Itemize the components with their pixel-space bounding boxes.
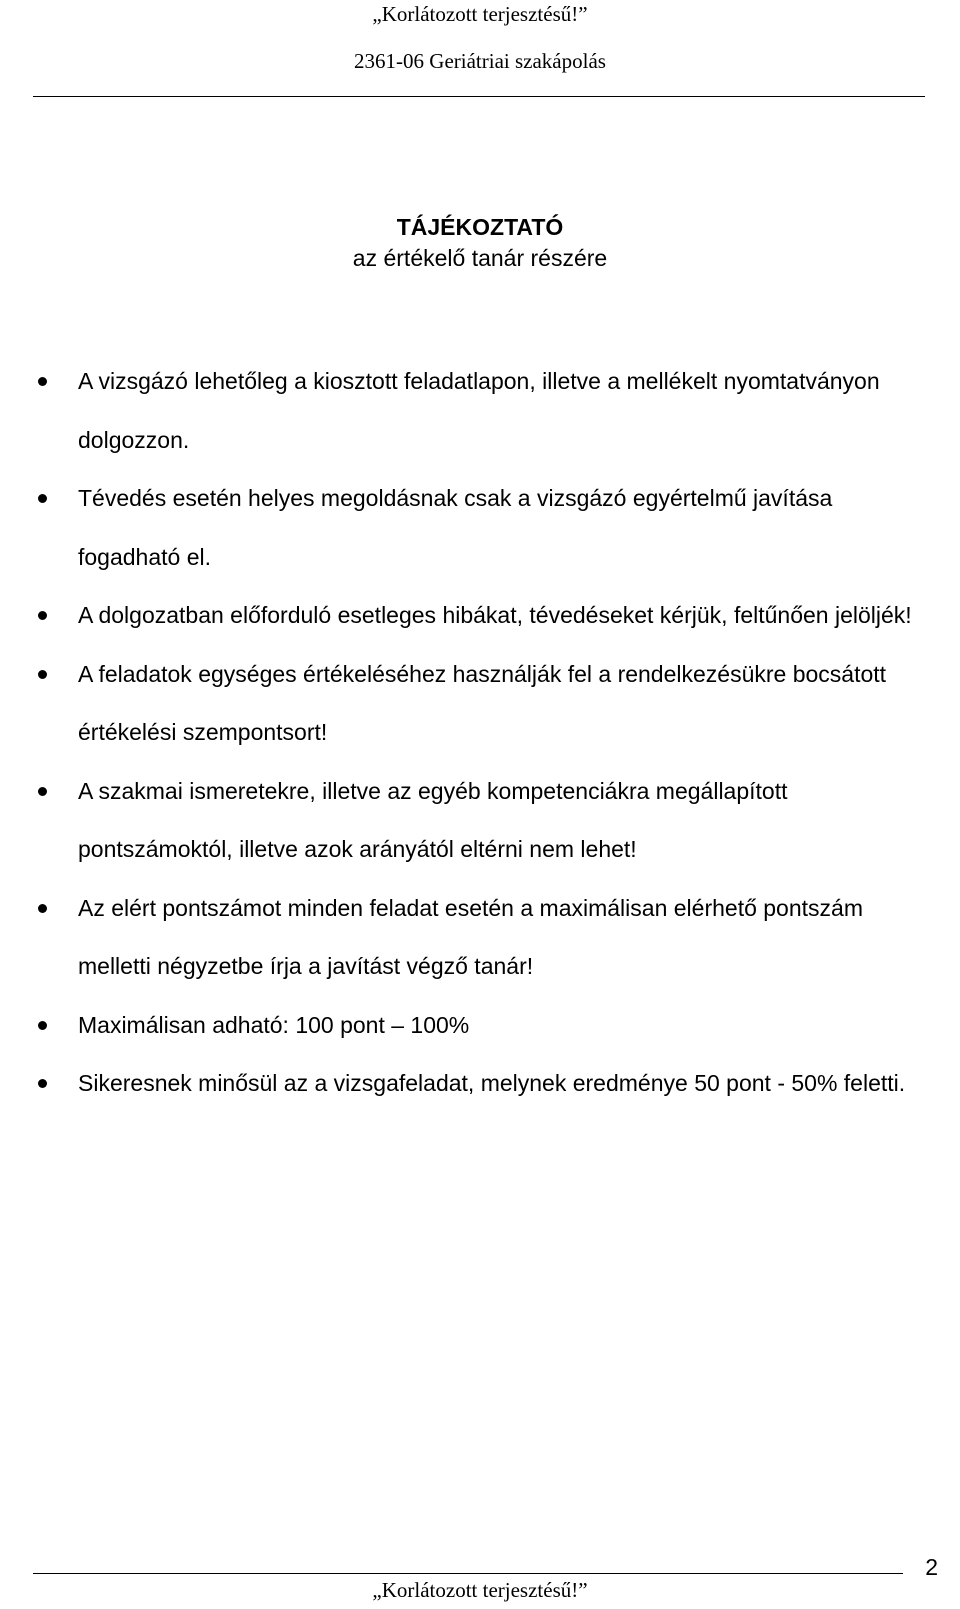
bullet-icon	[38, 787, 47, 796]
list-item-text: A feladatok egységes értékeléséhez használják fel a rendelkezésükre bocsátott értékelési szempontsort!	[78, 660, 887, 745]
list-item	[30, 645, 930, 762]
list-item	[30, 1054, 930, 1113]
document-title: TÁJÉKOZTATÓ	[396, 214, 564, 240]
instruction-list	[30, 352, 930, 1113]
bullet-icon	[38, 1079, 47, 1088]
header-divider	[33, 96, 925, 97]
header-module-title: 2361-06 Geriátriai szakápolás	[354, 49, 606, 73]
list-item	[30, 586, 930, 645]
footer-restriction-notice: „Korlátozott terjesztésű!”	[372, 1578, 588, 1602]
list-item	[30, 996, 930, 1055]
bullet-icon	[38, 611, 47, 620]
bullet-icon	[38, 377, 47, 386]
bullet-icon	[38, 1021, 47, 1030]
header-restriction-notice: „Korlátozott terjesztésű!”	[372, 2, 588, 26]
list-item	[30, 469, 930, 586]
list-item-text: A dolgozatban előforduló esetleges hibákat, tévedéseket kérjük, feltűnően jelöljék!	[78, 602, 912, 628]
list-item-text: Tévedés esetén helyes megoldásnak csak a vizsgázó egyértelmű javítása fogadható el.	[78, 485, 833, 570]
list-item-text: A szakmai ismeretekre, illetve az egyéb kompetenciákra megállapított pontszámoktól, illetve azok arányától eltérni nem lehet!	[78, 777, 788, 862]
bullet-icon	[38, 494, 47, 503]
bullet-icon	[38, 670, 47, 679]
list-item	[30, 879, 930, 996]
list-item-text: A vizsgázó lehetőleg a kiosztott feladatlapon, illetve a mellékelt nyomtatványon dolgozzon.	[78, 368, 880, 453]
page-number: 2	[925, 1554, 938, 1580]
document-subtitle: az értékelő tanár részére	[352, 245, 608, 271]
bullet-icon	[38, 904, 47, 913]
list-item	[30, 762, 930, 879]
list-item-text: Sikeresnek minősül az a vizsgafeladat, melynek eredménye 50 pont - 50% feletti.	[78, 1070, 906, 1096]
footer-divider	[33, 1573, 903, 1574]
list-item	[30, 352, 930, 469]
list-item-text: Az elért pontszámot minden feladat esetén a maximálisan elérhető pontszám melletti négyzetbe írja a javítást végző tanár!	[78, 894, 863, 979]
list-item-text: Maximálisan adható: 100 pont – 100%	[78, 1011, 470, 1038]
